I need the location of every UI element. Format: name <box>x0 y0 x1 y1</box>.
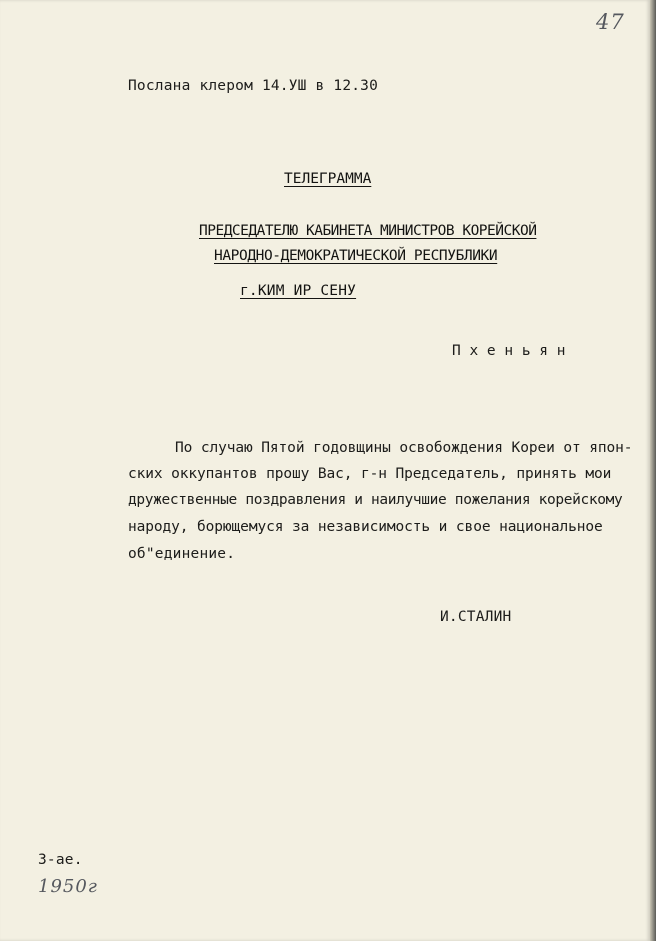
signature: И.СТАЛИН <box>440 609 512 625</box>
page-edge-shadow <box>650 0 656 941</box>
addressee-line-1: ПРЕДСЕДАТЕЛЮ КАБИНЕТА МИНИСТРОВ КОРЕЙСКОЙ <box>199 223 537 239</box>
handwritten-year: 1950г <box>38 876 98 897</box>
body-line: По случаю Пятой годовщины освобождения Кореи от япон- <box>175 440 633 456</box>
body-line: народу, борющемуся за независимость и свое национальное <box>128 519 603 535</box>
addressee-line-2: НАРОДНО-ДЕМОКРАТИЧЕСКОЙ РЕСПУБЛИКИ <box>214 248 498 264</box>
body-line: ских оккупантов прошу Вас, г-н Председатель, принять мои <box>128 466 612 482</box>
sent-note: Послана клером 14.УШ в 12.30 <box>128 78 379 94</box>
body-line: об"единение. <box>128 546 236 562</box>
archive-folio-number: 47 <box>596 10 625 34</box>
addressee-city: П х е н ь я н <box>452 343 566 359</box>
copy-count-mark: 3-ае. <box>38 852 83 868</box>
addressee-name: г.КИМ ИР СЕНУ <box>240 283 357 299</box>
body-line: дружественные поздравления и наилучшие пожелания корейскому <box>128 492 623 508</box>
document-type-title: ТЕЛЕГРАММА <box>284 171 372 187</box>
